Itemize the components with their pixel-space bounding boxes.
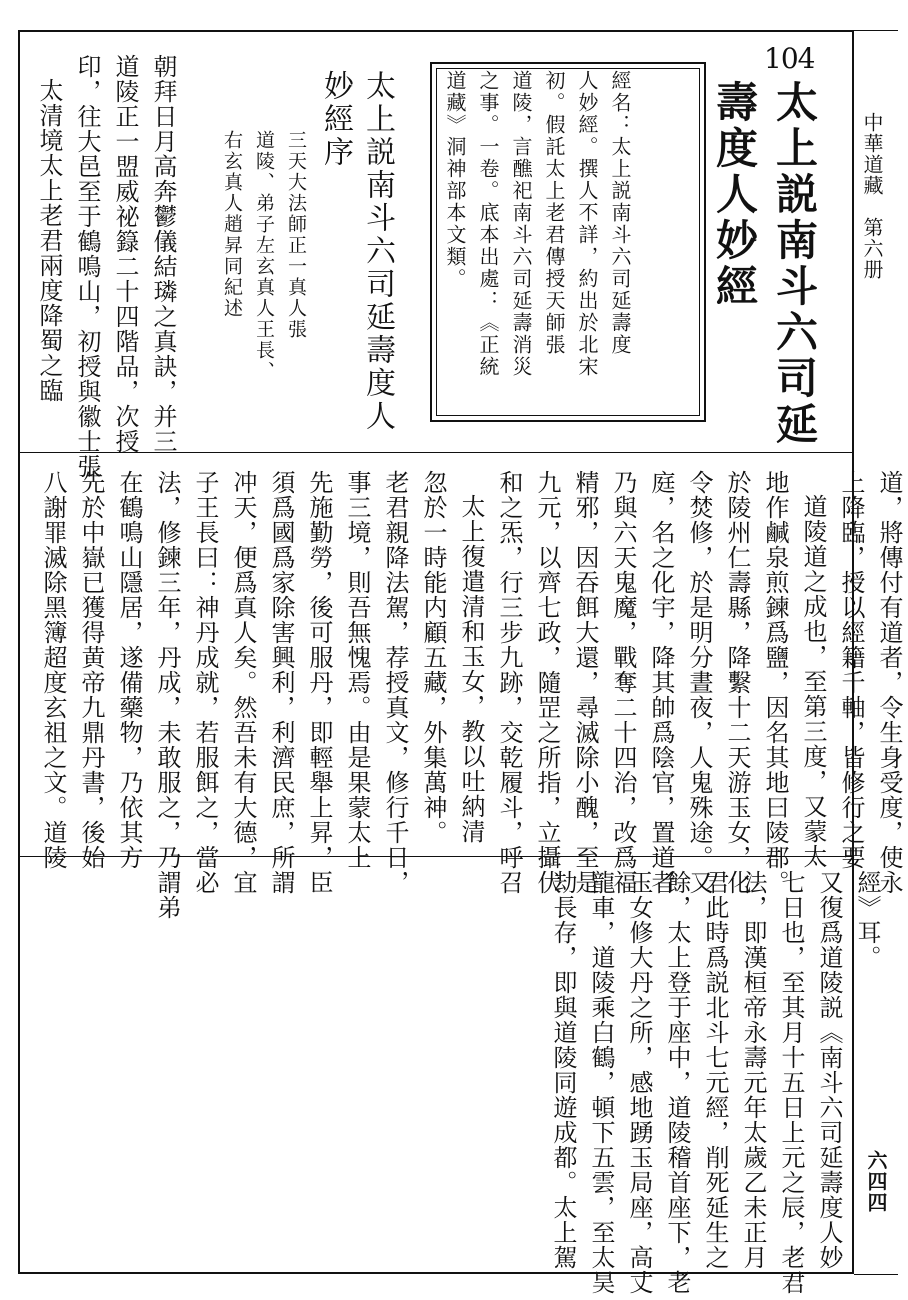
scripture-number: 104 [764,42,815,75]
running-header: 中華道藏 第六册 [860,112,884,280]
preface-authors: 三天大法師正一真人張 道陵、弟子左玄真人王長、 右玄真人趙昇同紀述 [221,130,307,382]
preface-body-top [30,54,182,479]
info-box-text: 經名：太上説南斗六司延壽度 人妙經。撰人不詳，約出於北宋 初。假託太上老君傳授天師張 道陵，言醮祀南斗六司延壽消災 之事。一卷。底本出處：《正統 道藏》洞神部本文類。 [443,70,632,378]
preface-body-middle [34,470,908,920]
preface-body-top-text: 朝拜日月高奔鬱儀結璘之真訣，并三 道陵正一盟威祕籙二十四階品，次授 印，往大邑至于鶴鳴山，初授與徽士張 [73,54,177,479]
page-number: 六四四 [864,1150,888,1213]
preface-body-middle-b: 地作鹹泉煎鍊爲鹽，因名其地曰陵郡。 於陵州仁壽縣，降繫十二天游玉女，化 令焚修，於是明分晝夜，人鬼殊途。又 庭，名之化宇，降其帥爲陰官，置道者 乃與六天鬼魔，戰奪二十四治，改爲福 精邪，因吞餌大還，尋滅除小醜，至是 九元，以齊七政，隨罡之所指，立攝伏 和之炁，行三步九跡，交乾履斗，呼召 [495,470,789,895]
side-rule-top [854,30,898,31]
info-box [430,62,706,422]
preface-body-middle-a: 道，將傳付有道者，令生身受度，使永 上降臨，授以經籍千軸，皆修行之要 [837,470,903,895]
paragraph-daoling-completion: 道陵道之成也，至第三度，又蒙太 [799,494,827,869]
paragraph-jade-maiden: 太上復遣清和玉女，教以吐納清 [457,494,485,844]
preface-body-bottom: 經》耳。 又復爲道陵説《南斗六司延壽度人妙 七日也，至其月十五日上元之辰，老君 法，即漢桓帝永壽元年太歲乙未正月 君此時爲説北斗七元經，削死延生之 餘，太上登于座中，道陵稽首座下，老 玉女修大丹之所，感地踴玉局座，高丈 龍車，道陵乘白鶴，頓下五雲，至太昊 劫長存，即與道陵同遊成都。太上駕 [549,870,881,1295]
preface-first-paragraph: 太清境太上老君兩度降蜀之臨 [35,78,63,403]
preface-title: 太上説南斗六司延壽度人 妙經序 [318,70,395,433]
preface-body-middle-c: 忽於一時能内顧五藏，外集萬神。 老君親降法駕，荐授真文，修行千日， 事三境，則吾無愧焉。由是果蒙太上 先施勤勞，後可服丹，即輕舉上昇，臣 須爲國爲家除害興利，利濟民庶，所謂 冲天，便爲真人矣。然吾未有大德，宜 子王長曰：神丹成就，若服餌之，當必 法，修鍊三年，丹成，未敢服之，乃謂弟 在鶴鳴山隱居，遂備藥物，乃依其方 先於中嶽已獲得黄帝九鼎丹書，後始 八謝罪滅除黑簿超度玄祖之文。道陵 [39,470,447,920]
scripture-title: 太上説南斗六司延 壽度人妙經 [710,80,819,448]
